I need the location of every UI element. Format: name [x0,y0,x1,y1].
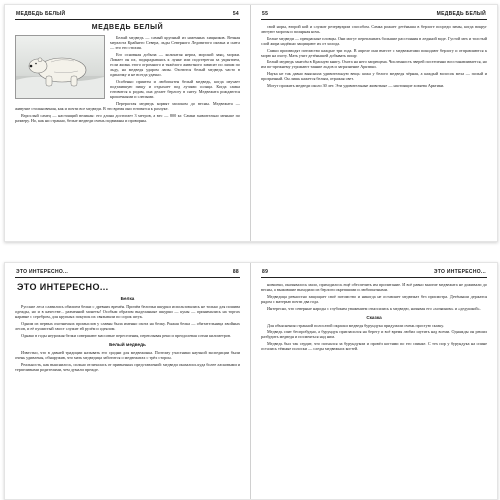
paragraph: Особенно приятен и любопытен белый медведь, когда изучает подтаявшую пищу и отдыхает под лучами солнца. Когда самка готовится к родам, она делает берлогу в снегу. Медвежата рождаются крошечными и слепыми. [110,78,240,100]
running-head-title: ЭТО ИНТЕРЕСНО... [16,269,69,275]
book-spread-bottom [4,262,498,500]
running-head [261,11,487,20]
page-number: 54 [232,11,239,17]
paragraph: Самки производят потомство каждые три года. В апреле они вместе с медвежатами покидают берлогу и отправляются к морю на охоту. Мать учит детёнышей добывать пищу. [261,47,487,58]
page-number: 55 [262,11,269,17]
running-head-title: ЭТО ИНТЕРЕСНО... [433,269,486,275]
subheading: Белка [120,296,135,301]
running-head-title: МЕДВЕДЬ БЕЛЫЙ [16,11,66,17]
page-54 [5,5,251,241]
paragraph: Его основная добыча — кольчатая нерпа, морской заяц, моржи. Ломает он их, подкрадываясь к лунке или подстерегая за укрытием, если жизнь этого огромного и тяжёлого животного зависит по лапам по льду, на медведя ударом лапы. Охотится белый медведь часто в одиночку и не всегда удачно. [110,51,240,78]
paragraph: Перерастая медведь кормят молоком до весны. Медвежата — живучие столкновения, как и почти все медведи. В это время они готовятся к разлуке. [15,100,240,111]
paragraph: Реальность, как выяснилось, сильно отличалась от привычных представлений: медведи оказались куда более ласковыми и терпеливыми родителями, чем думали прежде. [15,361,240,372]
running-head [15,269,240,278]
paragraph: Известно, что в давней традиции называть его сродни для медвежонка. Поэтому участники научной экспедиции были очень удивлены, обнаружив, что мать медведица заботится о медвежатах с трёх сторон. [15,349,240,360]
paragraph: Русские леса славились обилием белки с древних времён. Причём беличьи шкурки использовались не только для пошива одежды, но и в качестве... разменной монеты! Особым образом выделанные шкурки — куны — принимались на торгах наравне с серебром, для крупных покупок их связывали по сорок штук. [15,304,240,320]
polar-bear-drawing [16,36,104,98]
page-number: 89 [262,269,269,275]
polar-bear-illustration [15,35,105,99]
paragraph: Белый медведь занесён в Красную книгу. Охота на него запрещена. Численность зверей постепенно восстанавливается, но им по-прежнему угрожают таяние льдов и загрязнение Арктики. [261,59,487,70]
paragraph: Для объяснения странной полосатой окраски медведя бурундука придумали очень простую сказку. [267,322,444,328]
paragraph: Белый медведь — самый крупный из наземных хищников. Вечная мерзлота Крайнего Севера, льды Северного Ледовитого океана и снега — это его стихия. [110,35,240,51]
running-head [15,11,240,20]
paragraph: Однако в годы неурожая белки совершают массовые переселения, переплывая реки и преодолевая сотни километров. [21,332,232,338]
paragraph: Белые медведи — прекрасные пловцы. Они могут переплывать большие расстояния в ледяной воде. Густой мех и толстый слой жира надёжно защищают их от холода. [261,35,487,46]
paragraph: Наука не так давно выяснила удивительную вещь: кожа у белого медведя чёрная, а каждый волосок меха — полый и прозрачный. Он лишь кажется белым, отражая свет. [261,71,487,82]
paragraph: Медведица ревностно защищает своё потомство и никогда не оставляет медвежат без присмотра. Детёныши держатся рядом с матерью почти два года. [261,293,487,304]
page-55 [251,5,497,241]
paragraph: Медведь был так сердит, что погнался за бурундуком и провёл когтями по его спинке. С тех пор у бурундука на спине остались тёмные полоски — следы медвежьих когтей. [261,341,487,352]
paragraph: Взрослый самец — настоящий великан: его длина достигает 3 метров, а вес — 800 кг. Самки значительно меньше по размеру. Но, как ни странно, белые медведи очень подвижны и проворны. [15,112,240,123]
article-title: МЕДВЕДЬ БЕЛЫЙ [91,24,164,31]
paragraph: Могут прожить медведи около 30 лет. Эти удивительные животные — настоящие хозяева Арктики. [267,82,445,88]
paragraph: новшеки, оказывалось мало, приходилось ещё обеспечить им пропитание. И всё равно многие медвежата не доживали до весны, а выжившие выходили из берлоги окрепшими и любопытными. [261,282,487,293]
running-head [261,269,487,278]
running-head-title: МЕДВЕДЬ БЕЛЫЙ [436,11,486,17]
page-88 [5,263,251,499]
section-heading: ЭТО ИНТЕРЕСНО... [17,282,109,292]
page-89 [251,263,497,499]
paragraph: Медведь спит беспробудно, а бурундук пригласился на берегу и всё время любил шутить над всеми. Однажды он решил разбудить медведя и посмеяться над ним. [261,329,487,340]
page-number: 88 [232,269,239,275]
book-spread-top [4,4,498,242]
paragraph: Интересно, что северные народы с глубоким уважением относились к медведю, называя его «хозяином» и «дедушкой». [267,305,481,311]
subheading: Белый медведь [109,341,146,347]
subheading: Сказка [366,314,382,320]
paragraph: свой норы, второй кой и служит резервуаром способом. Самка рожает детёныша в берлоге посреди зимы, когда вокруг лютуют морозы и полярная ночь. [261,24,487,35]
paragraph: Одним из первых охотничьих промыслов у славян была именно охота на белку. Рыжая белка — обитательница хвойных лесов, и её пушистый хвост служит ей рулём и одеялом. [15,320,240,331]
